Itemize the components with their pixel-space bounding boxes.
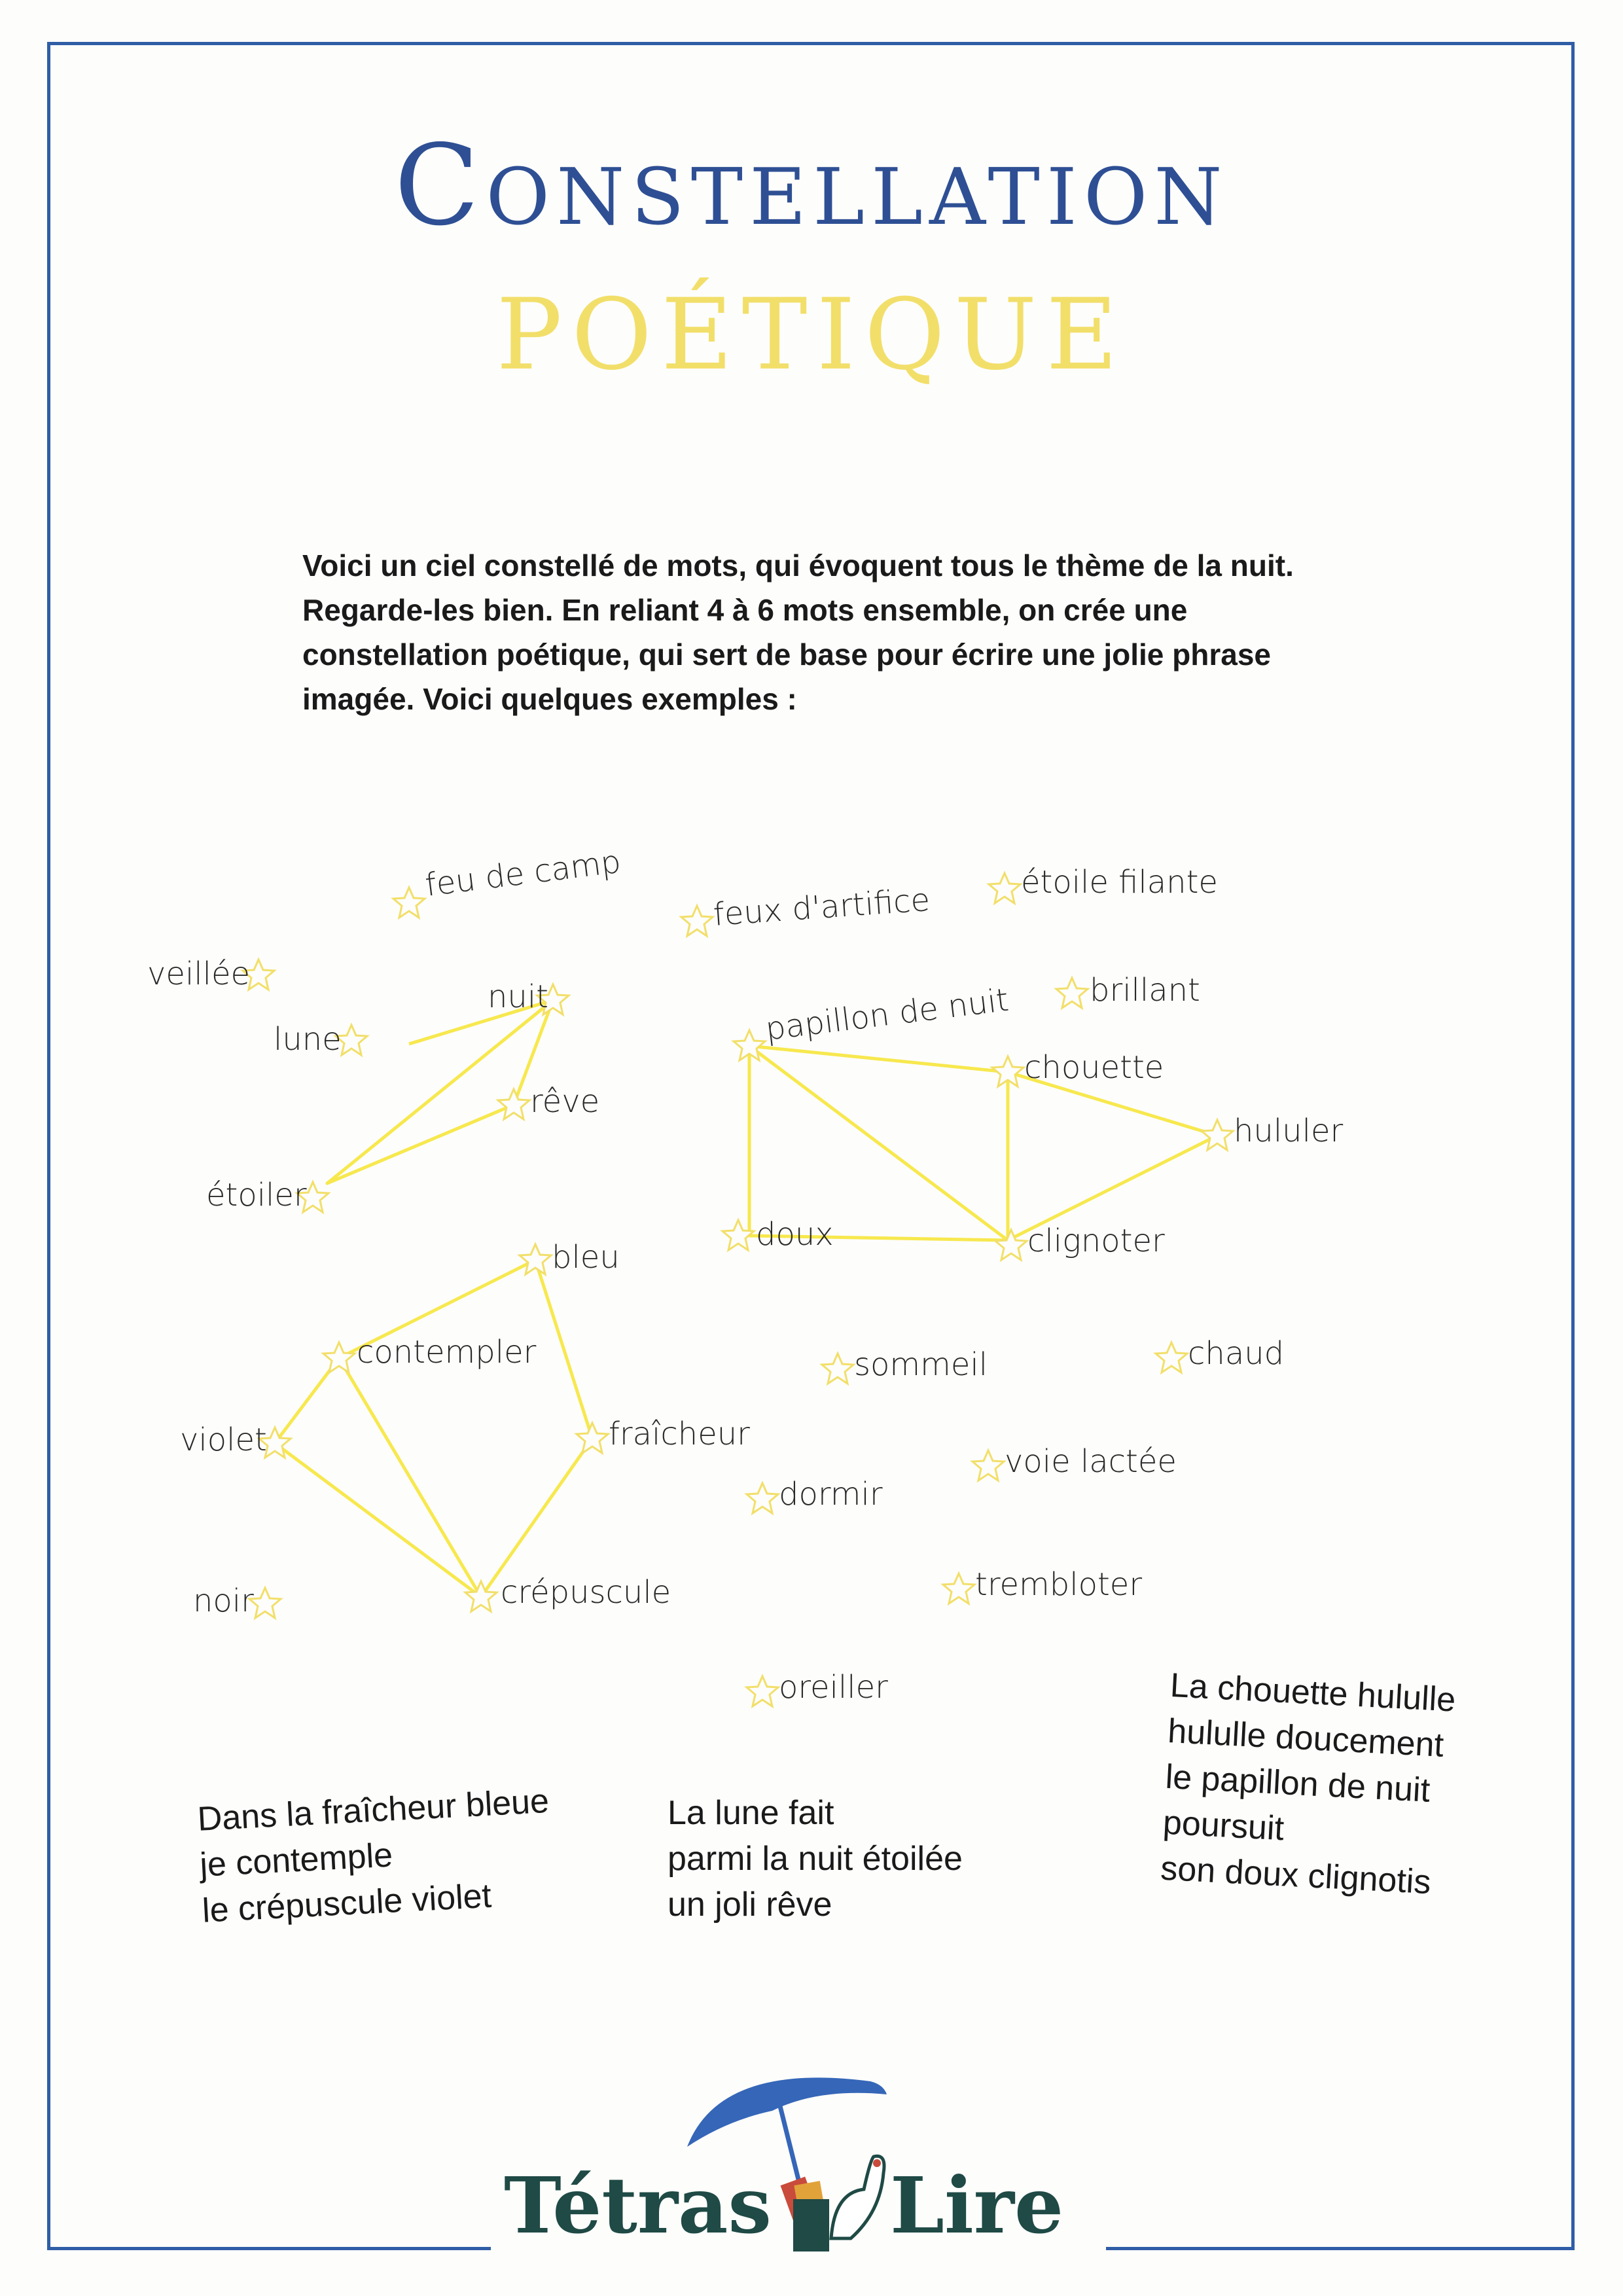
word-papillon-de-nuit: papillon de nuit: [763, 981, 1011, 1048]
logo-text-tetras: Tétras: [504, 2160, 772, 2251]
logo-text-lire: Lire: [890, 2160, 1064, 2251]
poem-1-line-1: Dans la fraîcheur bleue: [196, 1782, 550, 1839]
star-feux-artifice-icon: [681, 906, 713, 936]
word-voie-lactee: voie lactée: [1005, 1443, 1177, 1480]
word-chaud: chaud: [1188, 1335, 1285, 1372]
poem-1-line-3: le crépuscule violet: [201, 1876, 493, 1930]
word-dormir: dormir: [779, 1476, 883, 1513]
poem-3-line-5: son doux clignotis: [1159, 1849, 1432, 1902]
star-reve-icon: [498, 1089, 529, 1119]
star-brillant-icon: [1056, 978, 1088, 1008]
word-lune: lune: [274, 1021, 342, 1058]
word-feu-de-camp: feu de camp: [423, 843, 623, 904]
word-clignoter: clignoter: [1027, 1223, 1165, 1259]
word-crepuscule: crépuscule: [501, 1574, 671, 1611]
star-oreiller-icon: [747, 1676, 778, 1706]
intro-paragraph: Voici un ciel constellé de mots, qui évoquent tous le thème de la nuit. Regarde-les bien. En reliant 4 à 6 mots ensemble, on crée une constellation poétique, qui sert de base pour écrire une jolie phrase imagée. Voici quelques exemples :: [302, 548, 1294, 716]
star-dormir-icon: [747, 1483, 778, 1513]
word-oreiller: oreiller: [779, 1669, 888, 1706]
word-fraicheur: fraîcheur: [609, 1416, 750, 1452]
star-sommeil-icon: [822, 1354, 853, 1384]
star-bleu-icon: [520, 1244, 551, 1274]
word-contempler: contempler: [357, 1334, 537, 1371]
word-feux-artifice: feux d'artifice: [712, 881, 931, 933]
star-fraicheur-icon: [577, 1423, 608, 1453]
grouse-bird-icon: [831, 2156, 884, 2238]
star-etoile-filante-icon: [989, 873, 1020, 903]
word-doux: doux: [756, 1216, 834, 1253]
constellation-polylines: [275, 1000, 1217, 1597]
title-constellation: Constellation: [394, 121, 1229, 251]
line-bleu-contempler-violet-crepuscule-fraicheur: [275, 1260, 592, 1597]
word-nuit: nuit: [488, 978, 548, 1015]
word-brillant: brillant: [1090, 972, 1200, 1009]
word-noir: noir: [193, 1583, 254, 1619]
word-etoile-filante: étoile filante: [1021, 864, 1218, 901]
word-hululer: hululer: [1234, 1113, 1344, 1149]
star-contempler-icon: [323, 1342, 355, 1372]
poem-2-line-2: parmi la nuit étoilée: [668, 1840, 963, 1878]
poem-3-line-4: poursuit: [1162, 1803, 1285, 1848]
star-trembloter-icon: [943, 1573, 974, 1604]
star-chaud-icon: [1156, 1342, 1187, 1372]
poem-example-2: [668, 1790, 963, 1928]
line-lune-nuit-etoiler-reve-nuit: [327, 1000, 553, 1183]
word-violet: violet: [180, 1422, 267, 1458]
star-noir-icon: [249, 1588, 281, 1618]
star-crepuscule-icon: [465, 1581, 497, 1611]
poem-3-line-3: le papillon de nuit: [1164, 1757, 1431, 1810]
poem-2-line-3: un joli rêve: [668, 1886, 832, 1924]
word-trembloter: trembloter: [975, 1566, 1143, 1603]
poem-example-3: [1160, 1662, 1457, 1906]
word-veillee: veillée: [147, 956, 251, 992]
poem-example-1: [196, 1778, 555, 1934]
star-voie-lactee-icon: [972, 1450, 1004, 1480]
star-feu-de-camp-icon: [393, 888, 425, 918]
star-hululer-icon: [1202, 1120, 1233, 1150]
title-poetique: POÉTIQUE: [496, 278, 1127, 392]
books-icon: [781, 2177, 829, 2251]
word-reve: rêve: [530, 1083, 600, 1120]
poem-3-line-1: La chouette hululle: [1169, 1666, 1457, 1719]
poem-1-line-2: je contemple: [198, 1836, 394, 1884]
word-bleu: bleu: [552, 1239, 620, 1276]
word-sommeil: sommeil: [854, 1346, 988, 1383]
line-contempler-crepuscule: [339, 1358, 481, 1597]
word-etoiler: étoiler: [206, 1177, 307, 1213]
line-papillon-doux-clignoter: [749, 1046, 1008, 1240]
word-chouette: chouette: [1024, 1049, 1164, 1086]
poem-3-line-2: hululle doucement: [1166, 1712, 1445, 1765]
poem-2-line-1: La lune fait: [668, 1794, 834, 1832]
